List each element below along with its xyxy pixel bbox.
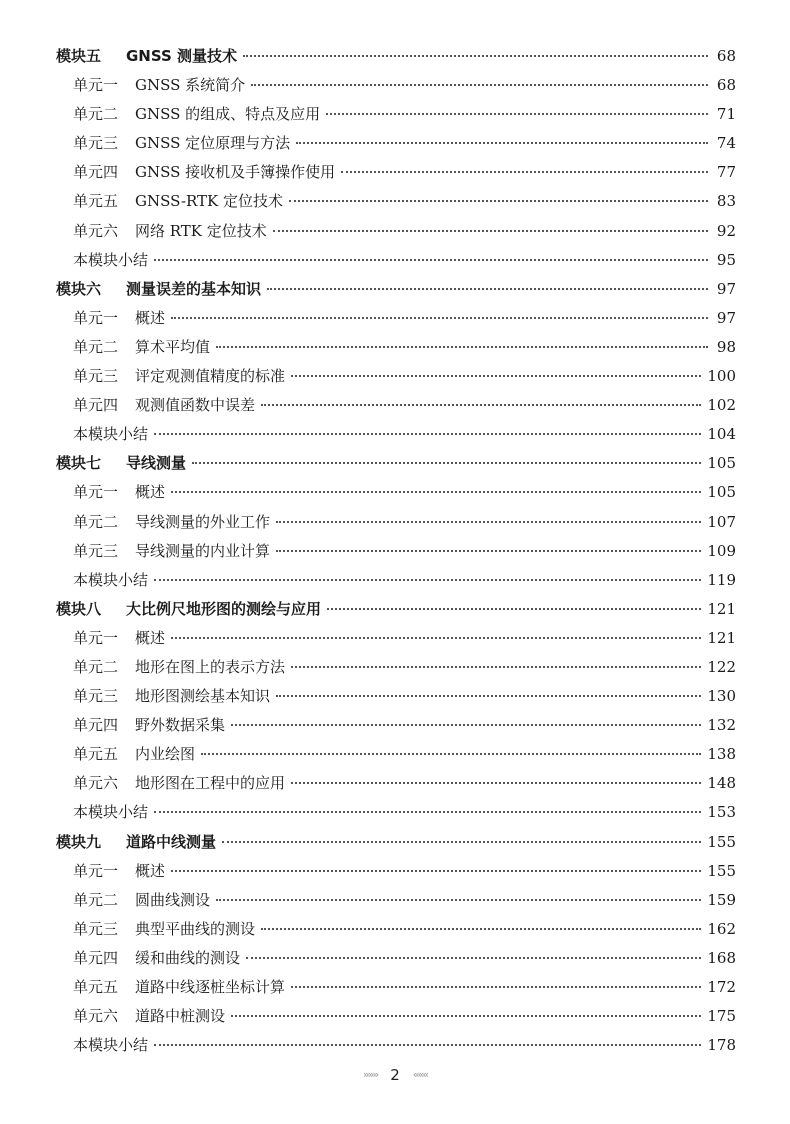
dot-leader — [326, 113, 708, 115]
toc-unit-entry[interactable] — [56, 391, 736, 420]
toc-entry-number: 单元二 — [73, 337, 119, 356]
toc-entry-number: 单元一 — [73, 628, 119, 647]
dot-leader — [341, 171, 708, 173]
toc-page-number: 102 — [707, 396, 736, 415]
toc-unit-entry[interactable] — [56, 508, 736, 537]
toc-entry-title: 算术平均值 — [135, 337, 211, 356]
toc-entry-number: 单元三 — [73, 134, 119, 153]
toc-entry-title: 圆曲线测设 — [135, 890, 211, 909]
toc-page-number: 122 — [707, 657, 736, 676]
toc-page-number: 153 — [707, 803, 736, 822]
table-of-contents — [56, 42, 736, 1060]
toc-entry-title: 典型平曲线的测设 — [135, 919, 256, 938]
toc-unit-entry[interactable] — [56, 915, 736, 944]
dot-leader — [327, 608, 701, 610]
toc-entry-title: 导线测量 — [126, 454, 187, 473]
toc-unit-entry[interactable] — [56, 886, 736, 915]
toc-page-number: 100 — [707, 367, 736, 386]
toc-page-number: 71 — [716, 105, 736, 124]
toc-unit-entry[interactable] — [56, 333, 736, 362]
dot-leader — [231, 1015, 701, 1017]
toc-entry-number: 单元二 — [73, 512, 119, 531]
toc-module-entry[interactable] — [56, 42, 736, 71]
dot-leader — [251, 84, 708, 86]
dot-leader — [201, 753, 701, 755]
toc-entry-title: 本模块小结 — [73, 1036, 149, 1055]
toc-unit-entry[interactable] — [56, 100, 736, 129]
toc-unit-entry[interactable] — [56, 857, 736, 886]
toc-unit-entry[interactable] — [56, 740, 736, 769]
toc-entry-number: 模块八 — [56, 599, 102, 618]
toc-page-number: 162 — [707, 919, 736, 938]
toc-unit-entry[interactable] — [56, 304, 736, 333]
toc-page-number: 172 — [707, 978, 736, 996]
toc-entry-title: 内业绘图 — [135, 745, 196, 764]
toc-page-number: 97 — [716, 308, 736, 327]
toc-entry-title: 道路中线逐桩坐标计算 — [135, 978, 286, 996]
dot-leader — [276, 550, 701, 552]
toc-entry-title: 本模块小结 — [73, 250, 149, 269]
toc-unit-entry[interactable] — [56, 711, 736, 740]
toc-entry-title: 本模块小结 — [73, 803, 149, 822]
dot-leader — [222, 841, 701, 843]
toc-entry-number: 单元一 — [73, 308, 119, 327]
toc-page-number: 74 — [716, 134, 736, 153]
toc-entry-number: 单元六 — [73, 1007, 119, 1026]
dot-leader — [171, 637, 701, 639]
toc-page-number: 107 — [707, 512, 736, 531]
toc-page-number: 132 — [707, 716, 736, 735]
toc-summary-entry[interactable] — [56, 1031, 736, 1060]
toc-page-number: 92 — [716, 221, 736, 240]
toc-entry-number: 单元五 — [73, 745, 119, 764]
toc-entry-title: GNSS 接收机及手簿操作使用 — [135, 163, 336, 182]
toc-entry-title: 缓和曲线的测设 — [135, 948, 241, 967]
dot-leader — [243, 55, 708, 57]
toc-unit-entry[interactable] — [56, 1002, 736, 1031]
page-number: 2 — [390, 1065, 400, 1084]
toc-entry-title: 观测值函数中误差 — [135, 396, 256, 415]
dot-leader — [171, 870, 701, 872]
dot-leader — [154, 811, 701, 813]
toc-entry-number: 单元六 — [73, 774, 119, 793]
toc-unit-entry[interactable] — [56, 973, 736, 1002]
toc-entry-title: GNSS-RTK 定位技术 — [135, 192, 284, 211]
dot-leader — [276, 695, 701, 697]
toc-page-number: 95 — [716, 250, 736, 269]
toc-unit-entry[interactable] — [56, 478, 736, 507]
toc-unit-entry[interactable] — [56, 944, 736, 973]
toc-page-number: 159 — [707, 890, 736, 909]
toc-entry-number: 单元四 — [73, 396, 119, 415]
dot-leader — [289, 200, 708, 202]
toc-page-number: 148 — [707, 774, 736, 793]
toc-module-entry[interactable] — [56, 275, 736, 304]
toc-page-number: 97 — [716, 279, 736, 298]
left-chevrons-icon: ««« — [412, 1068, 428, 1081]
toc-summary-entry[interactable] — [56, 798, 736, 827]
dot-leader — [154, 1044, 701, 1046]
toc-entry-title: 野外数据采集 — [135, 716, 226, 735]
toc-page-number: 121 — [707, 599, 736, 618]
toc-entry-number: 单元二 — [73, 657, 119, 676]
toc-entry-number: 单元三 — [73, 541, 119, 560]
toc-entry-number: 单元一 — [73, 76, 119, 95]
toc-unit-entry[interactable] — [56, 129, 736, 158]
toc-entry-number: 单元一 — [73, 483, 119, 502]
toc-page-number: 130 — [707, 687, 736, 706]
toc-entry-number: 单元五 — [73, 192, 119, 211]
dot-leader — [154, 579, 701, 581]
toc-page-number: 109 — [707, 541, 736, 560]
dot-leader — [276, 521, 701, 523]
toc-entry-number: 模块六 — [56, 279, 102, 298]
toc-module-entry[interactable] — [56, 449, 736, 478]
toc-unit-entry[interactable] — [56, 217, 736, 246]
page-footer — [0, 1064, 790, 1084]
dot-leader — [291, 782, 701, 784]
toc-page-number: 168 — [707, 948, 736, 967]
dot-leader — [216, 346, 708, 348]
right-chevrons-icon: »»» — [362, 1068, 378, 1081]
toc-entry-title: 地形图在工程中的应用 — [135, 774, 286, 793]
toc-module-entry[interactable] — [56, 828, 736, 857]
dot-leader — [192, 462, 701, 464]
toc-page-number: 68 — [716, 76, 736, 95]
dot-leader — [171, 491, 701, 493]
dot-leader — [267, 288, 708, 290]
toc-entry-title: 道路中桩测设 — [135, 1007, 226, 1026]
toc-entry-title: 评定观测值精度的标准 — [135, 367, 286, 386]
toc-unit-entry[interactable] — [56, 187, 736, 216]
toc-entry-title: 地形在图上的表示方法 — [135, 657, 286, 676]
toc-unit-entry[interactable] — [56, 537, 736, 566]
dot-leader — [154, 433, 701, 435]
toc-entry-number: 单元六 — [73, 221, 119, 240]
toc-page-number: 77 — [716, 163, 736, 182]
toc-page-number: 104 — [707, 425, 736, 444]
toc-unit-entry[interactable] — [56, 71, 736, 100]
toc-summary-entry[interactable] — [56, 246, 736, 275]
toc-entry-title: 概述 — [135, 308, 166, 327]
toc-module-entry[interactable] — [56, 595, 736, 624]
toc-entry-number: 单元三 — [73, 367, 119, 386]
toc-entry-number: 单元五 — [73, 978, 119, 996]
toc-entry-title: 网络 RTK 定位技术 — [135, 221, 267, 240]
dot-leader — [261, 404, 701, 406]
toc-entry-title: 地形图测绘基本知识 — [135, 687, 271, 706]
toc-page-number: 155 — [707, 832, 736, 851]
toc-page-number: 155 — [707, 861, 736, 880]
toc-entry-title: 本模块小结 — [73, 570, 149, 589]
toc-unit-entry[interactable] — [56, 769, 736, 798]
toc-page-number: 138 — [707, 745, 736, 764]
toc-unit-entry[interactable] — [56, 362, 736, 391]
toc-page-number: 105 — [707, 483, 736, 502]
toc-entry-number: 单元二 — [73, 890, 119, 909]
toc-entry-title: 道路中线测量 — [126, 832, 217, 851]
dot-leader — [261, 928, 701, 930]
toc-entry-title: GNSS 定位原理与方法 — [135, 134, 291, 153]
toc-entry-title: 导线测量的外业工作 — [135, 512, 271, 531]
toc-page-number: 83 — [716, 192, 736, 211]
dot-leader — [154, 259, 708, 261]
toc-entry-title: GNSS 系统简介 — [135, 76, 246, 95]
toc-summary-entry[interactable] — [56, 420, 736, 449]
toc-entry-title: 概述 — [135, 628, 166, 647]
toc-entry-title: 概述 — [135, 483, 166, 502]
dot-leader — [171, 317, 708, 319]
toc-entry-title: GNSS 测量技术 — [126, 47, 238, 65]
toc-entry-number: 单元三 — [73, 919, 119, 938]
toc-entry-number: 模块五 — [56, 47, 102, 65]
toc-entry-title: 导线测量的内业计算 — [135, 541, 271, 560]
dot-leader — [273, 230, 708, 232]
toc-entry-title: 大比例尺地形图的测绘与应用 — [126, 599, 322, 618]
toc-page-number: 105 — [707, 454, 736, 473]
dot-leader — [296, 142, 708, 144]
dot-leader — [291, 666, 701, 668]
toc-page-number: 68 — [716, 47, 736, 65]
toc-entry-number: 单元四 — [73, 948, 119, 967]
toc-unit-entry[interactable] — [56, 653, 736, 682]
dot-leader — [231, 724, 701, 726]
toc-entry-title: GNSS 的组成、特点及应用 — [135, 105, 321, 124]
toc-entry-number: 单元一 — [73, 861, 119, 880]
dot-leader — [291, 375, 701, 377]
toc-page-number: 175 — [707, 1007, 736, 1026]
toc-page-number: 119 — [707, 570, 736, 589]
toc-page-number: 98 — [716, 337, 736, 356]
toc-entry-number: 单元三 — [73, 687, 119, 706]
toc-page-number: 178 — [707, 1036, 736, 1055]
dot-leader — [216, 899, 701, 901]
toc-unit-entry[interactable] — [56, 682, 736, 711]
dot-leader — [246, 957, 701, 959]
toc-entry-number: 单元二 — [73, 105, 119, 124]
toc-entry-number: 单元四 — [73, 163, 119, 182]
toc-entry-number: 模块九 — [56, 832, 102, 851]
toc-page-number: 121 — [707, 628, 736, 647]
toc-summary-entry[interactable] — [56, 566, 736, 595]
toc-entry-number: 模块七 — [56, 454, 102, 473]
dot-leader — [291, 986, 701, 988]
toc-unit-entry[interactable] — [56, 624, 736, 653]
toc-unit-entry[interactable] — [56, 158, 736, 187]
toc-entry-title: 本模块小结 — [73, 425, 149, 444]
toc-entry-title: 概述 — [135, 861, 166, 880]
toc-entry-number: 单元四 — [73, 716, 119, 735]
toc-entry-title: 测量误差的基本知识 — [126, 279, 262, 298]
